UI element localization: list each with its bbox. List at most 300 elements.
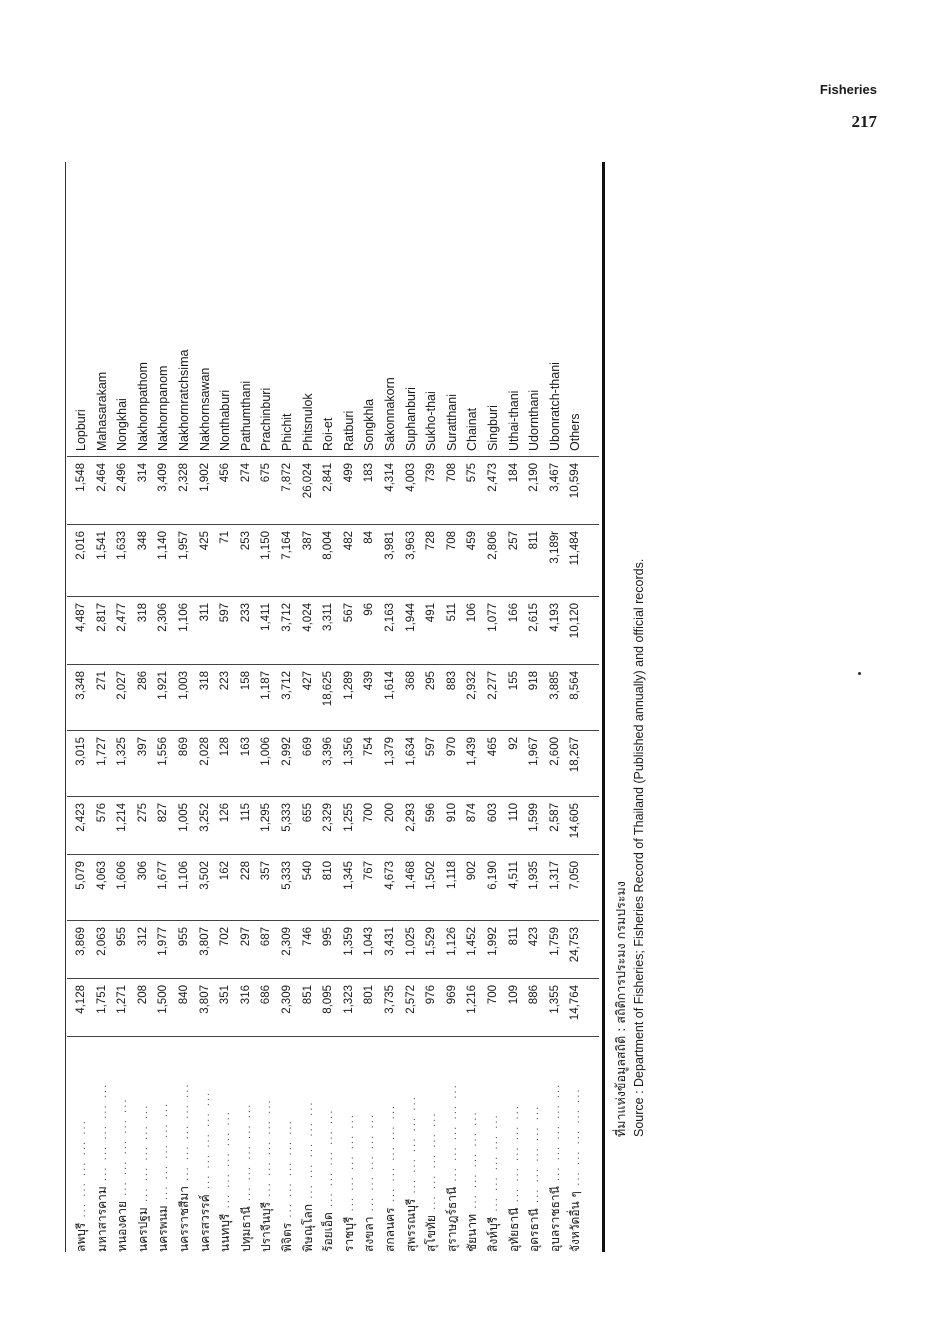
table-cell-value: 4,128 [75, 985, 87, 1014]
table-cell-value: 1,345 [342, 861, 355, 890]
table-cell-value: 2,293 [404, 803, 417, 832]
province-english: Singburi [486, 405, 500, 451]
table-cell-value: 597 [425, 737, 438, 757]
province-thai [318, 1037, 338, 1252]
table-cell-value: 274 [239, 463, 252, 483]
province-thai [277, 1037, 297, 1252]
province-thai-label: อุทัยธานี [506, 1207, 521, 1252]
table-cell-value: 2,423 [75, 803, 87, 832]
table-cell-value: 5,333 [281, 861, 293, 890]
province-thai-label: ราชบุรี [341, 1216, 356, 1252]
province-thai-label: มหาสารคาม [94, 1186, 109, 1252]
table-cell-value: 200 [384, 803, 396, 823]
table-cell-value: 910 [445, 803, 458, 823]
table-cell-value: 1,355 [548, 985, 561, 1014]
province-thai-label: นครพนม [156, 1205, 171, 1252]
table-cell-value: 1,967 [528, 737, 541, 766]
table-cell-value: 10,120 [569, 603, 582, 639]
province-thai [215, 1037, 235, 1252]
table-cell-value: 233 [239, 603, 252, 623]
table-cell-value: 1,005 [178, 803, 190, 832]
province-thai-label: สิงห์บุรี [486, 1216, 500, 1252]
table-cell-value: 1,633 [116, 531, 129, 560]
leader-dots: ... ... ... ... ... [180, 1082, 191, 1187]
province-english: Ubonratch-thani [547, 362, 562, 451]
province-thai-label: ร้อยเอ็ด [321, 1212, 336, 1252]
province-english: Nongkhai [115, 398, 130, 451]
table-cell-value: 3,712 [281, 603, 293, 632]
table-cell-value: 491 [425, 603, 438, 623]
table-cell-value: 316 [239, 985, 252, 1005]
table-cell-value: 482 [342, 531, 355, 551]
province-thai [92, 1037, 112, 1252]
table-cell-value: 10,594 [569, 463, 582, 499]
table-cell-value: 708 [445, 463, 458, 483]
column-english-province [67, 257, 597, 457]
page-number: 217 [851, 112, 877, 131]
leader-dots: ... ... ... ... ... [427, 1111, 439, 1216]
source-thai: ที่มาแห่งข้อมูลสถิติ : สถิติการประมง กรมประมง [613, 881, 628, 1137]
table-cell-value: 3,807 [198, 985, 211, 1014]
table-cell-value: 811 [507, 927, 520, 946]
province-thai-label: สุราษฎร์ธานี [444, 1186, 459, 1252]
table-cell-value: 596 [425, 803, 438, 823]
leader-dots: ... ... ... ... ... [509, 1104, 521, 1208]
province-thai [298, 1037, 318, 1252]
table-cell-value: 1,043 [363, 927, 376, 956]
province-thai [442, 1037, 462, 1252]
province-english: Suphanburi [403, 387, 418, 451]
table-cell-value: 183 [363, 463, 376, 483]
table-cell-value: 2,309 [281, 985, 293, 1014]
table-cell-value: 1,356 [342, 737, 355, 766]
table-cell-value: 3,712 [281, 671, 293, 700]
table-cell-value: 1,614 [384, 671, 396, 700]
table-cell-value: 465 [487, 737, 499, 757]
table-cell-value: 1,944 [404, 603, 417, 632]
table-cell-value: 1,323 [342, 985, 355, 1014]
table-cell-value: 3,885 [548, 671, 561, 700]
leader-dots: ... ... ... ... ... [77, 1119, 88, 1223]
table-cell-value: 1,759 [548, 927, 561, 956]
province-thai [524, 1037, 544, 1252]
table-cell-value: 499 [342, 463, 355, 483]
leader-dots: ... ... ... ... ... [324, 1108, 336, 1213]
province-english: Udornthani [527, 389, 542, 451]
table-cell-value: 357 [260, 861, 273, 881]
table-cell-value: 1,548 [75, 463, 87, 492]
table-cell-value: 318 [136, 603, 149, 623]
stray-ink-mark [858, 672, 861, 675]
table-cell-value: 1,289 [342, 671, 355, 700]
table-cell-value: 4,063 [95, 861, 108, 890]
table-cell-value: 3,396 [322, 737, 335, 766]
table-cell-value: 158 [239, 671, 252, 691]
table-cell-value: 4,003 [404, 463, 417, 492]
table-cell-value: 2,028 [198, 737, 211, 766]
province-english: Prachinburi [259, 387, 274, 451]
table-cell-value: 1,126 [445, 927, 458, 956]
table-cell-value: 4,673 [384, 861, 396, 890]
table-cell-value: 2,600 [548, 737, 561, 766]
table-cell-value: 348 [136, 531, 149, 551]
table-cell-value: 109 [507, 985, 520, 1005]
table-cell-value: 14,605 [569, 803, 582, 839]
table-cell-value: 2,063 [95, 927, 108, 956]
source-notes [612, 237, 648, 1137]
table-cell-value: 6,190 [487, 861, 499, 890]
province-english: Nakhornratchsima [177, 349, 191, 451]
table-cell-value: 312 [136, 927, 149, 947]
table-cell-value: 1,216 [466, 985, 479, 1014]
table-cell-value: 1,106 [178, 861, 190, 890]
table-top-rule [65, 162, 66, 1252]
table-cell-value: 7,872 [281, 463, 293, 492]
table-cell-value: 1,439 [466, 737, 479, 766]
province-thai [174, 1037, 194, 1252]
province-thai-label: ชัยนาท [465, 1213, 480, 1252]
table-cell-value: 1,106 [178, 603, 190, 632]
province-english: Mahasarakam [94, 371, 109, 451]
table-cell-value: 223 [219, 671, 232, 691]
table-cell-value: 2,615 [528, 603, 541, 632]
leader-dots: ... ... ... ... ... [221, 1110, 233, 1214]
leader-dots: ... ... ... ... ... [406, 1095, 418, 1199]
table-cell-value: 2,992 [281, 737, 293, 766]
table-cell-value: 3,735 [384, 985, 396, 1014]
province-thai [545, 1037, 565, 1252]
province-thai [421, 1037, 441, 1252]
province-thai-label: สุโขทัย [424, 1215, 439, 1252]
leader-dots: ... ... ... ... ... [200, 1090, 212, 1195]
table-cell-value: 1,077 [487, 603, 499, 632]
table-cell-value: 902 [466, 861, 479, 881]
table-cell-value: 575 [466, 463, 479, 483]
table-cell-value: 2,932 [466, 671, 479, 700]
province-thai-label: สุพรรณบุรี [403, 1198, 418, 1252]
table-cell-value: 106 [466, 603, 479, 623]
table-cell-value: 4,024 [301, 603, 314, 632]
column-values-1 [67, 979, 597, 1037]
table-cell-value: 4,193 [548, 603, 561, 632]
table-cell-value: 2,817 [95, 603, 108, 632]
table-cell-value: 3,348 [75, 671, 87, 700]
column-values-2 [67, 921, 597, 979]
table-cell-value: 869 [178, 737, 190, 757]
table-cell-value: 368 [404, 671, 417, 691]
table-cell-value: 155 [507, 671, 520, 691]
table-cell-value: 955 [116, 927, 129, 947]
table-cell-value: 3,502 [198, 861, 211, 890]
table-cell-value: 1,921 [157, 671, 170, 700]
table-cell-value: 1,411 [260, 603, 273, 631]
leader-dots: ... ... ... ... ... [447, 1083, 459, 1187]
table-cell-value: 3,311 [322, 603, 335, 631]
province-thai [195, 1037, 215, 1252]
province-english: Suratthani [444, 394, 459, 451]
table-cell-value: 2,328 [178, 463, 190, 492]
province-english: Pathumthani [238, 380, 253, 451]
table-cell-value: 874 [466, 803, 479, 823]
table-cell-value: 540 [301, 861, 314, 881]
province-thai-label: นครสวรรค์ [197, 1194, 212, 1252]
province-thai [112, 1037, 132, 1252]
table-cell-value: 3,869 [75, 927, 87, 956]
province-thai [339, 1037, 359, 1252]
leader-dots: ... ... ... ... ... [489, 1113, 500, 1217]
table-cell-value: 1,118 [445, 861, 458, 889]
table-cell-value: 2,329 [322, 803, 335, 832]
province-thai [483, 1037, 503, 1252]
province-english: Sukho-thai [424, 391, 439, 451]
table-cell-value: 2,587 [548, 803, 561, 832]
table-cell-value: 1,271 [116, 985, 129, 1014]
province-thai-label: นครปฐม [135, 1207, 150, 1252]
column-values-5 [67, 731, 597, 797]
table-cell-value: 8,564 [569, 671, 582, 700]
table-cell-value: 5,079 [75, 861, 87, 890]
province-thai-label: สงขลา [362, 1216, 377, 1252]
table-cell-value: 1,359 [342, 927, 355, 956]
province-thai-label: พิจิตร [280, 1222, 294, 1252]
leader-dots: ... ... ... ... ... [550, 1082, 562, 1187]
table-cell-value: 1,727 [95, 737, 108, 766]
table-cell-value: 2,572 [404, 985, 417, 1014]
table-cell-value: 1,935 [528, 861, 541, 890]
table-cell-value: 2,277 [487, 671, 499, 700]
table-cell-value: 4,511 [507, 861, 520, 889]
table-cell-value: 126 [219, 803, 232, 823]
province-english: Songkhla [362, 398, 377, 451]
table-cell-value: 686 [260, 985, 273, 1005]
table-cell-value: 597 [219, 603, 232, 623]
province-thai-label: จังหวัดอื่น ๆ [568, 1190, 583, 1252]
table-cell-value: 397 [136, 737, 149, 757]
table-cell-value: 754 [363, 737, 376, 757]
table-cell-value: 1,452 [466, 927, 479, 956]
leader-dots: ... ... ... ... ... [303, 1100, 315, 1204]
table-cell-value: 827 [157, 803, 170, 823]
table-cell-value: 2,464 [95, 463, 108, 492]
table-cell-value: 2,473 [487, 463, 499, 492]
table-cell-value: 1,140 [157, 531, 170, 560]
table-cell-value: 351 [219, 985, 232, 1005]
table-cell-value: 970 [445, 737, 458, 757]
province-thai [236, 1037, 256, 1252]
table-cell-value: 110 [507, 803, 520, 822]
table-cell-value: 318 [198, 671, 211, 691]
table-cell-value: 1,468 [404, 861, 417, 890]
province-thai-label: สกลนคร [383, 1207, 397, 1252]
table-cell-value: 92 [507, 737, 520, 750]
province-thai [565, 1037, 585, 1252]
table-cell-value: 918 [528, 671, 541, 691]
table-cell-value: 851 [301, 985, 314, 1005]
table-cell-value: 603 [487, 803, 499, 823]
table-cell-value: 1,255 [342, 803, 355, 832]
table-cell-value: 11,484 [569, 531, 582, 566]
table-cell-value: 1,006 [260, 737, 273, 766]
table-cell-value: 669 [301, 737, 314, 757]
table-cell-value: 275 [136, 803, 149, 823]
leader-dots: ... ... ... ... ... [159, 1101, 171, 1206]
table-cell-value: 2,477 [116, 603, 129, 632]
table-cell-value: 810 [322, 861, 335, 881]
table-cell-value: 511 [445, 603, 458, 622]
table-cell-value: 18,267 [569, 737, 582, 773]
table-cell-value: 1,187 [260, 671, 273, 700]
table-cell-value: 675 [260, 463, 273, 483]
province-english: Nakhornpanom [156, 365, 171, 451]
province-thai-label: นนทบุรี [218, 1213, 233, 1252]
table-cell-value: 2,496 [116, 463, 129, 492]
province-thai-label: ปราจีนบุรี [259, 1201, 274, 1252]
table-cell-value: 1,902 [198, 463, 211, 492]
table-cell-value: 26,024 [301, 463, 314, 499]
table-cell-value: 1,214 [116, 803, 129, 832]
province-thai-label: พิษณุโลก [300, 1203, 315, 1252]
table-cell-value: 3,189r [548, 531, 561, 564]
table-cell-value: 687 [260, 927, 273, 947]
province-thai-label: นครราชสีมา [177, 1186, 191, 1252]
column-values-8 [67, 525, 597, 597]
table-cell-value: 8,095 [322, 985, 335, 1014]
table-cell-value: 2,190 [528, 463, 541, 492]
table-cell-value: 3,431 [384, 927, 396, 956]
table-cell-value: 96 [363, 603, 376, 616]
table-cell-value: 1,977 [157, 927, 170, 956]
table-cell-value: 2,306 [157, 603, 170, 632]
table-cell-value: 8,004 [322, 531, 335, 560]
table-cell-value: 2,016 [75, 531, 87, 560]
column-values-6 [67, 665, 597, 731]
table-cell-value: 423 [528, 927, 541, 947]
column-values-7 [67, 597, 597, 665]
table-cell-value: 2,806 [487, 531, 499, 560]
table-cell-value: 3,963 [404, 531, 417, 560]
province-thai [462, 1037, 482, 1252]
table-cell-value: 1,502 [425, 861, 438, 890]
province-english: Phitsnulok [300, 393, 315, 451]
table-cell-value: 4,314 [384, 463, 396, 492]
table-cell-value: 306 [136, 861, 149, 881]
province-english: Phichit [280, 413, 294, 451]
table-cell-value: 2,027 [116, 671, 129, 700]
column-values-4 [67, 797, 597, 855]
table-cell-value: 3,252 [198, 803, 211, 832]
table-cell-value: 1,634 [404, 737, 417, 766]
page-header-title: Fisheries [819, 82, 877, 97]
table-cell-value: 387 [301, 531, 314, 551]
table-cell-value: 1,295 [260, 803, 273, 832]
leader-dots: ... ... ... ... ... [283, 1119, 294, 1223]
table-cell-value: 166 [507, 603, 520, 623]
table-cell-value: 1,992 [487, 927, 499, 956]
table-cell-value: 24,753 [569, 927, 582, 963]
province-thai-label: อุบลราชธานี [547, 1186, 562, 1252]
table-cell-value: 1,317 [548, 861, 561, 890]
table-cell-value: 297 [239, 927, 252, 947]
table-cell-value: 228 [239, 861, 252, 881]
table-cell-value: 1,541 [95, 531, 108, 560]
table-cell-value: 801 [363, 985, 376, 1005]
table-cell-value: 456 [219, 463, 232, 483]
table-cell-value: 427 [301, 671, 314, 691]
table-bottom-rule [602, 162, 605, 1252]
source-english: Source : Department of Fisheries; Fisheries Record of Thailand (Published annually) and official records. [632, 558, 646, 1137]
table-cell-value: 728 [425, 531, 438, 551]
table-cell-value: 708 [445, 531, 458, 551]
table-cell-value: 1,677 [157, 861, 170, 890]
table-cell-value: 886 [528, 985, 541, 1005]
table-cell-value: 1,150 [260, 531, 273, 560]
table-cell-value: 2,163 [384, 603, 396, 632]
table-cell-value: 2,841 [322, 463, 335, 492]
table-cell-value: 5,333 [281, 803, 293, 832]
leader-dots: ... ... ... ... ... [365, 1112, 377, 1217]
table-cell-value: 2,309 [281, 927, 293, 956]
table-cell-value: 567 [342, 603, 355, 623]
table-cell-value: 702 [219, 927, 232, 947]
leader-dots: ... ... ... ... ... [262, 1098, 274, 1202]
table-cell-value: 1,325 [116, 737, 129, 766]
table-cell-value: 162 [219, 861, 232, 881]
leader-dots: ... ... ... ... ... [468, 1110, 480, 1214]
leader-dots: ... ... ... ... ... [571, 1087, 583, 1191]
table-cell-value: 253 [239, 531, 252, 551]
column-values-3 [67, 855, 597, 921]
province-english: Chainat [465, 407, 480, 451]
table-cell-value: 271 [95, 671, 108, 691]
table-cell-value: 811 [528, 531, 541, 550]
table-cell-value: 3,015 [75, 737, 87, 766]
province-english: Nakhornpathom [135, 362, 150, 451]
table-cell-value: 1,003 [178, 671, 190, 700]
province-thai-label: ปทุมธานี [238, 1206, 253, 1252]
table-cell-value: 257 [507, 531, 520, 551]
table-cell-value: 3,981 [384, 531, 396, 560]
table-cell-value: 955 [178, 927, 190, 947]
table-cell-value: 1,529 [425, 927, 438, 956]
table-cell-value: 3,467 [548, 463, 561, 492]
table-cell-value: 425 [198, 531, 211, 551]
province-thai [401, 1037, 421, 1252]
table-cell-value: 883 [445, 671, 458, 691]
column-values-9 [67, 457, 597, 525]
table-cell-value: 1,025 [404, 927, 417, 956]
table-cell-value: 1,606 [116, 861, 129, 890]
table-cell-value: 1,751 [95, 985, 108, 1014]
table-cell-value: 459 [466, 531, 479, 551]
province-thai [256, 1037, 276, 1252]
table-cell-value: 128 [219, 737, 232, 757]
province-thai-label: อุดรธานี [527, 1208, 542, 1252]
province-thai [153, 1037, 173, 1252]
table-cell-value: 969 [445, 985, 458, 1005]
table-cell-value: 1,599 [528, 803, 541, 832]
table-cell-value: 311 [198, 603, 211, 622]
table-cell-value: 7,050 [569, 861, 582, 890]
table-cell-value: 84 [363, 531, 376, 544]
leader-dots: ... ... ... ... ... [97, 1082, 109, 1187]
province-thai [71, 1037, 91, 1252]
fisheries-table [65, 162, 605, 1252]
table-cell-value: 115 [239, 803, 252, 822]
table-cell-value: 71 [219, 531, 232, 544]
table-cell-value: 739 [425, 463, 438, 483]
table-cell-value: 700 [487, 985, 499, 1005]
province-thai [504, 1037, 524, 1252]
